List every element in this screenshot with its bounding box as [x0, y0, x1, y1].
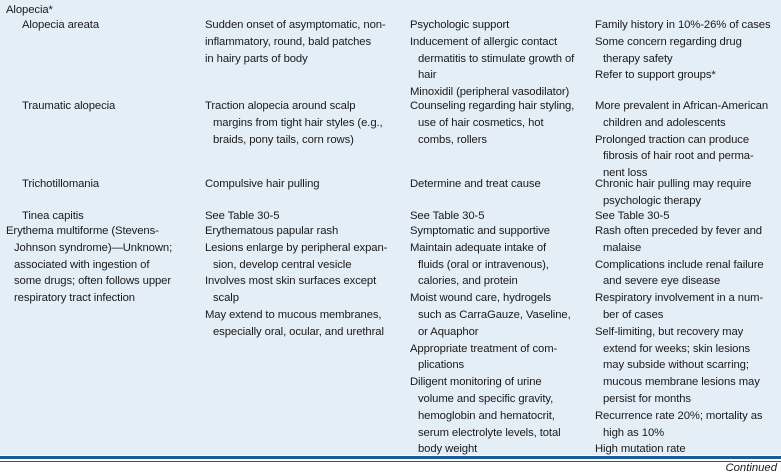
condition-cell — [6, 223, 172, 307]
text-line: malaise — [603, 241, 642, 254]
text-line: Respiratory involvement in a num- — [595, 292, 764, 305]
text-line: Maintain adequate intake of — [410, 241, 547, 254]
text-line: fluids (oral or intravenous), — [418, 258, 549, 271]
condition-name: Traumatic alopecia — [22, 100, 116, 112]
text-line: may subside without scarring; — [603, 359, 749, 372]
text-line: More prevalent in African-American — [595, 100, 769, 112]
text-line: body weight — [418, 443, 478, 456]
bottom-rule-thick — [0, 456, 781, 459]
text-line: mucous membrane lesions may — [603, 376, 760, 389]
condition-name: Alopecia areata — [22, 19, 100, 31]
text-line: Moist wound care, hydrogels — [410, 292, 552, 305]
text-line: or Aquaphor — [418, 325, 479, 338]
management-cell — [410, 223, 571, 458]
text-line: dermatitis to stimulate growth of — [418, 52, 575, 65]
section-heading: Alopecia* — [6, 4, 53, 16]
text-line: Chronic hair pulling may require — [595, 178, 752, 190]
text-line: and severe eye disease — [603, 275, 721, 288]
condition-name: Tinea capitis — [22, 210, 84, 222]
text-line: Prolonged traction can produce — [595, 133, 750, 146]
text-line: Traction alopecia around scalp — [205, 100, 356, 112]
text-line: Inducement of allergic contact — [410, 35, 558, 48]
text-line: Self-limiting, but recovery may — [595, 325, 744, 338]
text-line: plications — [418, 359, 465, 372]
comments-cell — [595, 223, 764, 458]
comments-cell — [595, 17, 771, 84]
comments-cell — [595, 176, 751, 210]
text-line: Some concern regarding drug — [595, 35, 742, 48]
text-line: use of hair cosmetics, hot — [418, 116, 544, 129]
text-line: Erythema multiforme (Stevens- — [6, 225, 159, 237]
text-line: in hairy parts of body — [205, 52, 308, 65]
text-line: Compulsive hair pulling — [205, 178, 320, 190]
description-cell — [205, 98, 383, 148]
text-line: Sudden onset of asymptomatic, non- — [205, 19, 386, 31]
text-line: calories, and protein — [418, 275, 518, 288]
text-line: ber of cases — [603, 308, 664, 321]
text-line: high as 10% — [603, 426, 665, 439]
text-line: High mutation rate — [595, 443, 686, 456]
text-line: scalp — [213, 292, 239, 305]
text-line: May extend to mucous membranes, — [205, 308, 382, 321]
text-line: especially oral, ocular, and urethral — [213, 325, 384, 338]
condition-name: Trichotillomania — [22, 178, 100, 190]
text-line: inflammatory, round, bald patches — [205, 35, 372, 48]
management-cell — [410, 17, 574, 101]
text-line: Diligent monitoring of urine — [410, 376, 542, 389]
text-line: therapy safety — [603, 52, 673, 65]
continued-label: Continued — [725, 462, 777, 474]
text-line: children and adolescents — [603, 116, 726, 129]
text-line: serum electrolyte levels, total — [418, 426, 561, 439]
text-line: persist for months — [603, 392, 691, 405]
text-line: associated with ingestion of — [14, 258, 150, 271]
text-line: Complications include renal failure — [595, 258, 764, 271]
management-cell: See Table 30-5 — [410, 210, 485, 222]
text-line: Minoxidil (peripheral vasodilator) — [410, 86, 570, 99]
text-line: Symptomatic and supportive — [410, 225, 550, 237]
description-cell: See Table 30-5 — [205, 210, 280, 222]
text-line: sion, develop central vesicle — [213, 258, 352, 271]
text-line: Johnson syndrome)—Unknown; — [14, 241, 173, 254]
text-line: Recurrence rate 20%; mortality as — [595, 409, 763, 422]
management-cell — [410, 98, 574, 148]
text-line: respiratory tract infection — [14, 292, 135, 305]
text-line: Psychologic support — [410, 19, 510, 31]
comments-cell: See Table 30-5 — [595, 210, 670, 222]
description-cell — [205, 223, 387, 341]
text-line: volume and specific gravity, — [418, 392, 554, 405]
text-line: Determine and treat cause — [410, 178, 541, 190]
text-line: psychologic therapy — [603, 194, 701, 207]
text-line: extend for weeks; skin lesions — [603, 342, 751, 355]
text-line: Rash often preceded by fever and — [595, 225, 762, 237]
text-line: Lesions enlarge by peripheral expan- — [205, 241, 388, 254]
description-cell — [205, 17, 386, 67]
text-line: Family history in 10%-26% of cases — [595, 19, 771, 31]
text-line: fibrosis of hair root and perma- — [603, 150, 754, 163]
text-line: Erythematous papular rash — [205, 225, 339, 237]
comments-cell — [595, 98, 768, 182]
text-line: Appropriate treatment of com- — [410, 342, 558, 355]
text-line: margins from tight hair styles (e.g., — [213, 116, 383, 129]
text-line: nent loss — [603, 167, 648, 180]
text-line: Refer to support groups* — [595, 69, 716, 82]
text-line: such as CarraGauze, Vaseline, — [418, 308, 571, 321]
description-cell — [205, 176, 320, 193]
management-cell — [410, 176, 541, 193]
text-line: braids, pony tails, corn rows) — [213, 133, 354, 146]
text-line: hemoglobin and hematocrit, — [418, 409, 555, 422]
text-line: Counseling regarding hair styling, — [410, 100, 575, 112]
text-line: combs, rollers — [418, 133, 487, 146]
text-line: Involves most skin surfaces except — [205, 275, 377, 288]
text-line: some drugs; often follows upper — [14, 275, 172, 288]
bottom-rule-thin — [0, 461, 781, 462]
text-line: hair — [418, 69, 437, 82]
